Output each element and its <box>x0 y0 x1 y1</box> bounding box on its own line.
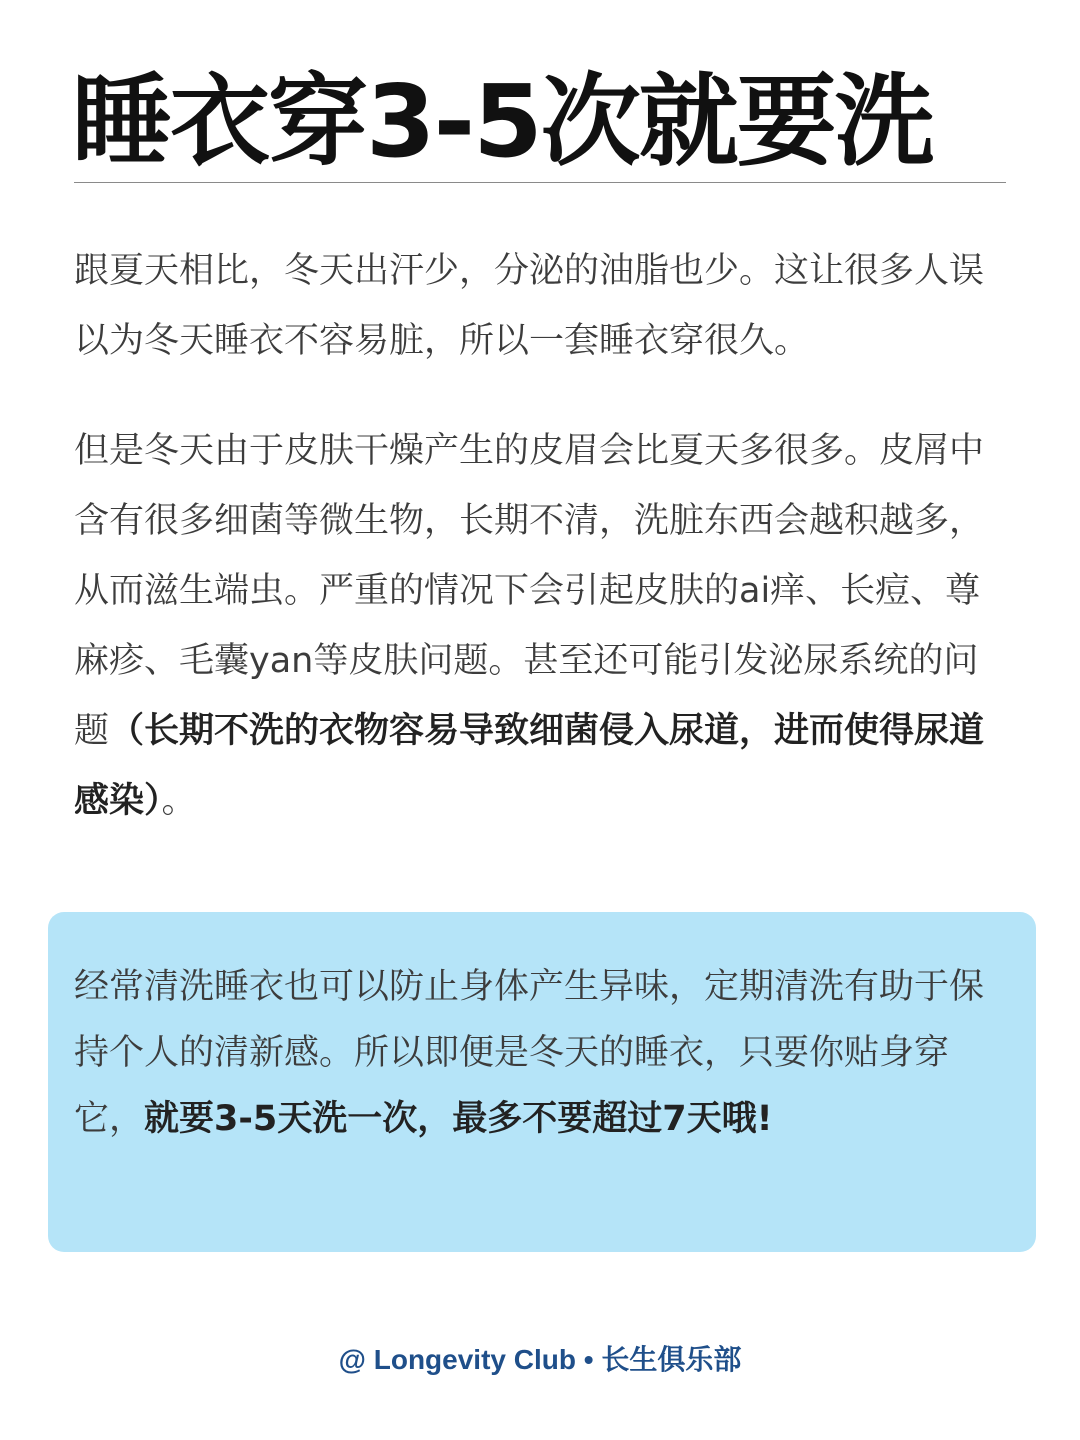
body-paragraph-text: 但是冬天由于皮肤干燥产生的皮眉会比夏天多很多。皮屑中含有很多细菌等微生物，长期不清，洗脏东西会越积越多，从而滋生端虫。严重的情况下会引起皮肤的ai痒、长痘、尊麻疹、毛囊yan等皮肤问题。甚至还可能引发泌尿系统的问题 <box>74 431 985 751</box>
callout-text: 经常清洗睡衣也可以防止身体产生异味，定期清洗有助于保持个人的清新感。所以即便是冬天的睡衣，只要你贴身穿它， <box>74 967 985 1139</box>
callout-card <box>48 912 1036 1252</box>
footer-credit: @ Longevity Club • 长生俱乐部 <box>338 1344 742 1375</box>
body-paragraph-end: 。 <box>161 781 197 821</box>
callout-bold-text: 就要3-5天洗一次，最多不要超过7天哦! <box>144 1099 773 1139</box>
intro-paragraph-text: 跟夏天相比，冬天出汗少，分泌的油脂也少。这让很多人误以为冬天睡衣不容易脏，所以一套睡衣穿很久。 <box>74 251 985 361</box>
intro-paragraph <box>74 236 1006 376</box>
page-title: 睡衣穿3-5次就要洗 <box>72 63 933 180</box>
callout-paragraph <box>74 954 1010 1152</box>
body-paragraph-bold: （长期不洗的衣物容易导致细菌侵入尿道，进而使得尿道感染） <box>74 711 985 821</box>
body-paragraph <box>74 416 1006 836</box>
title-divider <box>74 182 1006 183</box>
